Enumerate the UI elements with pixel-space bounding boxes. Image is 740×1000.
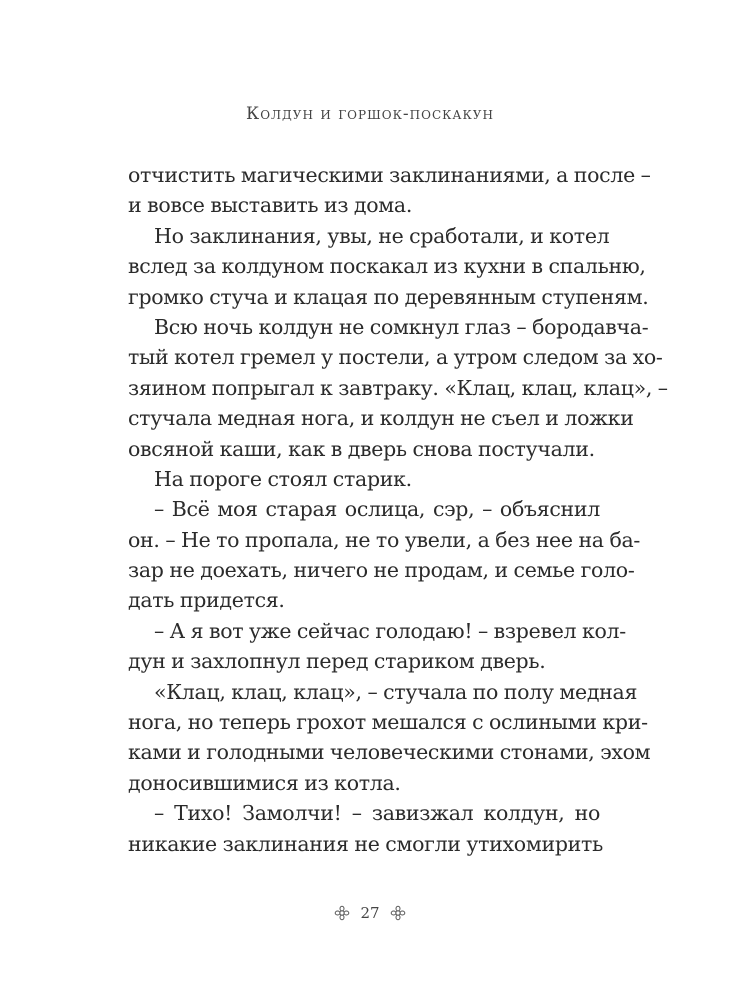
flower-ornament-icon	[390, 905, 406, 921]
text-line: зар не доехать, ничего не продам, и семье голо-	[128, 558, 635, 583]
text-line: вслед за колдуном поскакал из кухни в спальню,	[128, 254, 646, 279]
text-line: доносившимися из котла.	[128, 770, 401, 795]
text-line: дать придется.	[128, 588, 285, 613]
text-line: овсяной каши, как в дверь снова постучали.	[128, 436, 595, 461]
text-line: дун и захлопнул перед стариком дверь.	[128, 649, 546, 674]
flower-ornament-icon	[334, 905, 350, 921]
text-line: он. – Не то пропала, не то увели, а без нее на ба-	[128, 527, 641, 552]
text-line: и вовсе выставить из дома.	[128, 193, 413, 218]
text-line: нога, но теперь грохот мешался с ослиными кри-	[128, 710, 648, 735]
text-line: зяином попрыгал к завтраку. «Клац, клац, клац», –	[128, 375, 668, 400]
running-head: Колдун и горшок-поскакун	[246, 104, 494, 124]
text-line: отчистить магическими заклинаниями, а после –	[128, 163, 651, 187]
page-number: 27	[360, 904, 380, 922]
text-line: «Клац, клац, клац», – стучала по полу медная	[154, 679, 638, 704]
page-number-row	[0, 904, 740, 922]
text-line: Всю ночь колдун не сомкнул глаз – бородавча-	[154, 314, 649, 339]
text-line: ками и голодными человеческими стонами, эхом	[128, 740, 651, 765]
text-line: тый котел гремел у постели, а утром следом за хо-	[128, 345, 663, 370]
text-line: – Всё моя старая ослица, сэр, – объяснил	[154, 497, 600, 522]
text-line: стучала медная нога, и колдун не съел и ложки	[128, 406, 634, 431]
text-line: – Тихо! Замолчи! – завизжал колдун, но	[154, 801, 600, 826]
text-line: Но заклинания, увы, не сработали, и котел	[154, 223, 610, 248]
text-line: никакие заклинания не смогли утихомирить	[128, 831, 603, 856]
text-line: громко стуча и клацая по деревянным ступеням.	[128, 284, 649, 309]
body-text	[128, 160, 668, 859]
text-line: На пороге стоял старик.	[154, 466, 412, 491]
text-line: – А я вот уже сейчас голодаю! – взревел кол-	[154, 618, 626, 643]
